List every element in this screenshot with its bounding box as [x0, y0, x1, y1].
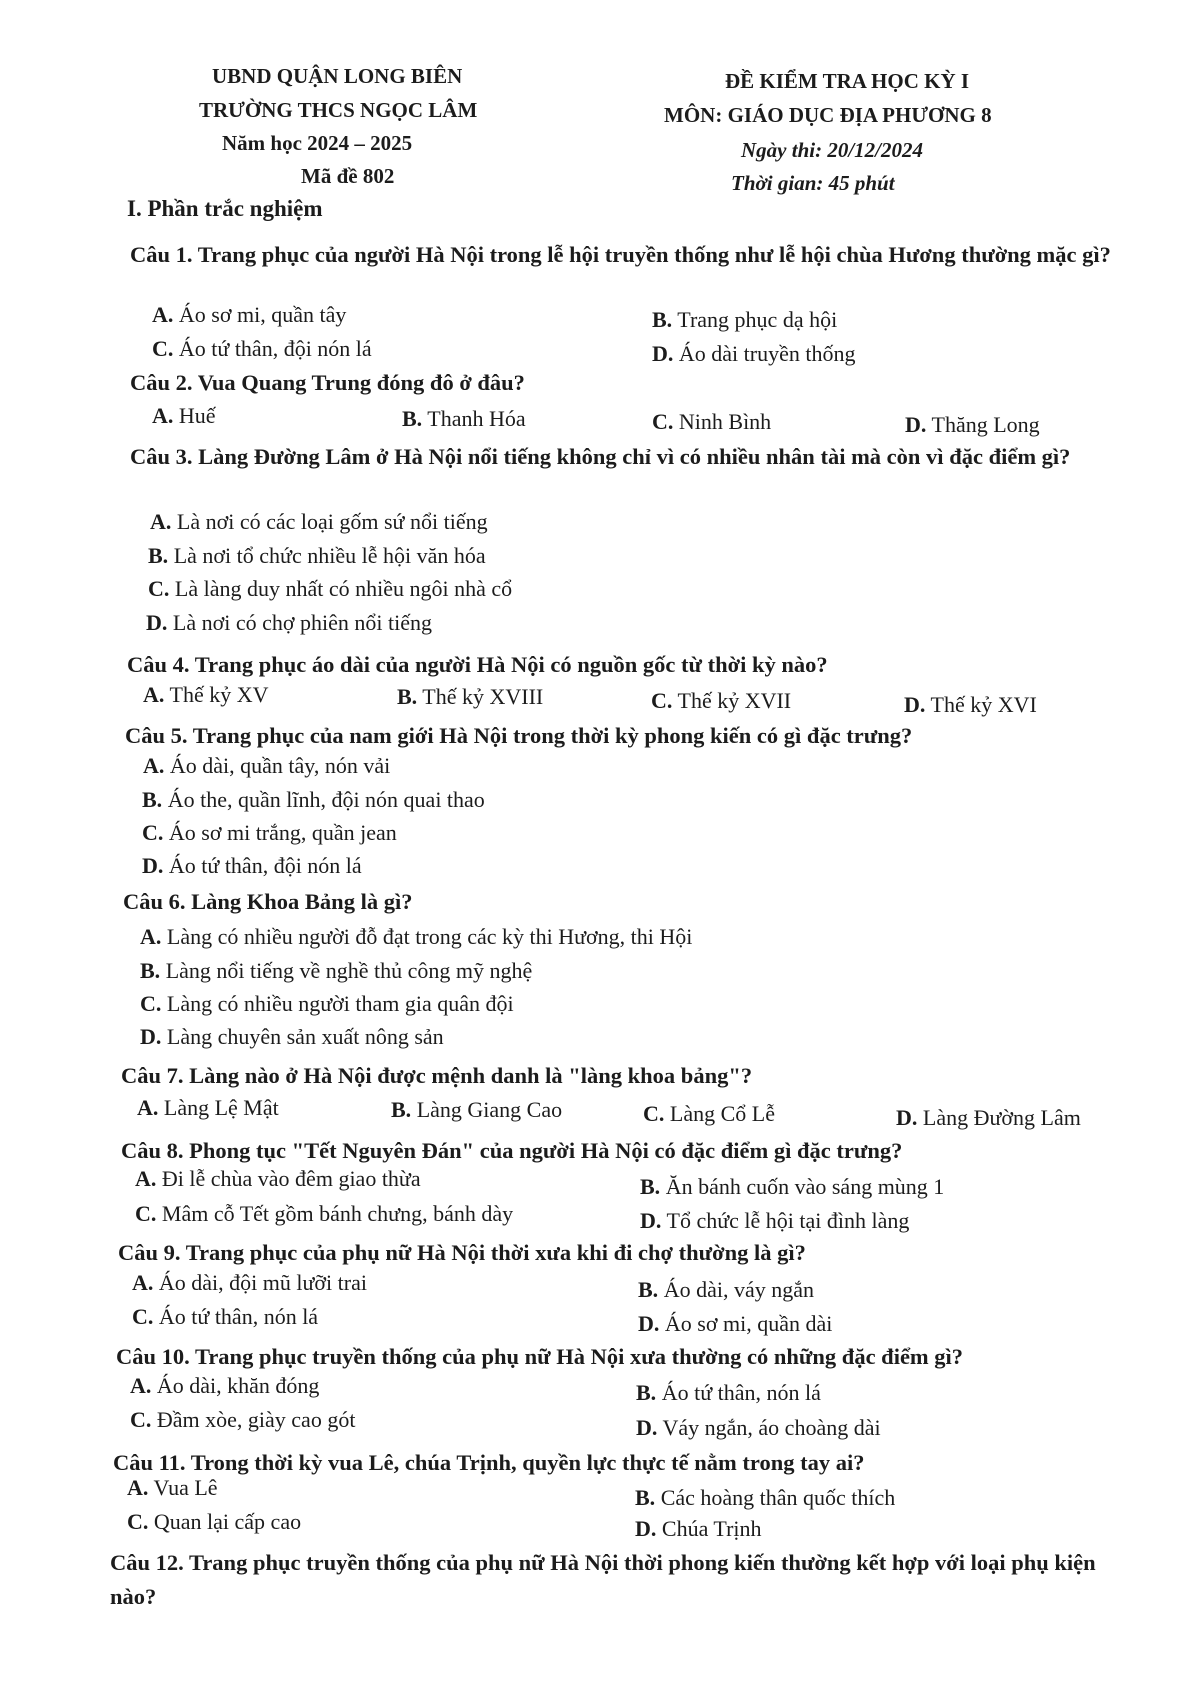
option-letter: D. [142, 853, 164, 878]
q2-option-c [652, 409, 771, 435]
q10-option-d [636, 1415, 881, 1441]
q2-option-a [152, 403, 216, 429]
section-title: I. Phần trắc nghiệm [127, 196, 323, 221]
question-9 [118, 1240, 806, 1266]
option-letter: B. [140, 958, 161, 983]
question-11 [113, 1450, 864, 1476]
option-letter: D. [905, 412, 927, 437]
option-text: Áo sơ mi trắng, quần jean [168, 820, 397, 845]
question-label: Câu 1. [130, 242, 193, 267]
option-text: Thế kỷ XVIII [422, 684, 544, 709]
option-letter: D. [635, 1516, 657, 1541]
q3-option-b [148, 543, 486, 569]
option-letter: B. [391, 1097, 412, 1122]
option-text: Áo sơ mi, quần dài [664, 1311, 833, 1336]
q2-option-d [905, 412, 1040, 438]
question-text: Trang phục của người Hà Nội trong lễ hội truyền thống như lễ hội chùa Hương thường mặc gì? [197, 242, 1111, 267]
option-text: Áo tứ thân, nón lá [158, 1304, 319, 1329]
question-text: Trang phục của nam giới Hà Nội trong thời kỳ phong kiến có gì đặc trưng? [192, 723, 913, 748]
option-text: Đầm xòe, giày cao gót [156, 1407, 356, 1432]
option-letter: C. [130, 1407, 152, 1432]
option-text: Làng có nhiều người đỗ đạt trong các kỳ thi Hương, thi Hội [166, 924, 693, 949]
question-3 [130, 442, 1150, 472]
option-text: Thế kỷ XVII [677, 688, 792, 713]
question-label: Câu 3. [130, 444, 193, 469]
q9-option-d [638, 1311, 832, 1337]
option-text: Đi lễ chùa vào đêm giao thừa [161, 1166, 421, 1191]
option-text: Ninh Bình [678, 409, 772, 434]
option-letter: A. [150, 509, 172, 534]
q9-option-a [132, 1270, 367, 1296]
question-label: Câu 9. [118, 1240, 181, 1265]
option-letter: C. [142, 820, 164, 845]
question-8 [121, 1138, 902, 1164]
option-text: Là nơi có chợ phiên nổi tiếng [172, 610, 432, 635]
header-exam-code: Mã đề 802 [301, 164, 395, 188]
option-text: Vua Lê [153, 1475, 218, 1500]
option-letter: A. [135, 1166, 157, 1191]
question-label: Câu 5. [125, 723, 188, 748]
q10-option-b [636, 1380, 821, 1406]
option-letter: A. [152, 403, 174, 428]
q8-option-a [135, 1166, 421, 1192]
option-letter: C. [135, 1201, 157, 1226]
header-duration: Thời gian: 45 phút [731, 171, 895, 195]
option-letter: A. [152, 302, 174, 327]
q7-option-d [896, 1105, 1081, 1131]
option-text: Chúa Trịnh [661, 1516, 762, 1541]
q1-option-a [152, 302, 346, 328]
q10-option-a [130, 1373, 319, 1399]
option-letter: B. [640, 1174, 661, 1199]
q3-option-d [146, 610, 432, 636]
question-text: Vua Quang Trung đóng đô ở đâu? [197, 370, 525, 395]
option-text: Là nơi tổ chức nhiều lễ hội văn hóa [173, 543, 486, 568]
header-exam-title: ĐỀ KIỂM TRA HỌC KỲ I [725, 69, 970, 93]
q7-option-a [137, 1095, 279, 1121]
option-letter: C. [652, 409, 674, 434]
option-text: Làng Giang Cao [416, 1097, 563, 1122]
question-10 [116, 1344, 963, 1370]
q11-option-c [127, 1509, 301, 1535]
option-text: Làng Cổ Lễ [669, 1101, 775, 1126]
question-12 [110, 1546, 1130, 1614]
question-label: Câu 11. [113, 1450, 186, 1475]
option-text: Tổ chức lễ hội tại đình làng [666, 1208, 910, 1233]
option-text: Áo tứ thân, đội nón lá [168, 853, 362, 878]
option-letter: C. [127, 1509, 149, 1534]
option-text: Làng Đường Lâm [922, 1105, 1081, 1130]
header-district: UBND QUẬN LONG BIÊN [212, 64, 463, 88]
option-letter: A. [140, 924, 162, 949]
option-text: Áo dài, váy ngắn [663, 1277, 814, 1302]
question-text: Trang phục của phụ nữ Hà Nội thời xưa khi đi chợ thường là gì? [185, 1240, 806, 1265]
q8-option-b [640, 1174, 944, 1200]
option-text: Quan lại cấp cao [153, 1509, 302, 1534]
question-6 [123, 889, 412, 915]
q5-option-a [143, 753, 390, 779]
option-letter: B. [402, 406, 423, 431]
q5-option-b [142, 787, 485, 813]
option-text: Là nơi có các loại gốm sứ nổi tiếng [176, 509, 488, 534]
question-text: Trang phục truyền thống của phụ nữ Hà Nội xưa thường có những đặc điểm gì? [194, 1344, 964, 1369]
question-label: Câu 10. [116, 1344, 190, 1369]
option-letter: C. [152, 336, 174, 361]
option-text: Mâm cỗ Tết gồm bánh chưng, bánh dày [161, 1201, 514, 1226]
option-letter: B. [638, 1277, 659, 1302]
option-letter: C. [132, 1304, 154, 1329]
option-letter: B. [142, 787, 163, 812]
option-text: Áo tứ thân, nón lá [661, 1380, 821, 1405]
question-1 [130, 240, 1150, 270]
header-subject: MÔN: GIÁO DỤC ĐỊA PHƯƠNG 8 [664, 103, 992, 127]
q4-option-c [651, 688, 791, 714]
option-letter: B. [635, 1485, 656, 1510]
question-text: Làng nào ở Hà Nội được mệnh danh là "làng khoa bảng"? [189, 1063, 753, 1088]
option-letter: A. [127, 1475, 149, 1500]
question-text: Trong thời kỳ vua Lê, chúa Trịnh, quyền lực thực tế nằm trong tay ai? [190, 1450, 865, 1475]
q7-option-b [391, 1097, 562, 1123]
q1-option-c [152, 336, 372, 362]
option-letter: D. [146, 610, 168, 635]
option-text: Áo dài truyền thống [678, 341, 856, 366]
question-4 [127, 652, 828, 678]
q4-option-b [397, 684, 543, 710]
question-text: Trang phục áo dài của người Hà Nội có nguồn gốc từ thời kỳ nào? [194, 652, 828, 677]
question-label: Câu 7. [121, 1063, 184, 1088]
question-label: Câu 6. [123, 889, 186, 914]
q8-option-c [135, 1201, 513, 1227]
question-text: Trang phục truyền thống của phụ nữ Hà Nội thời phong kiến thường kết hợp với loại phụ kiện nào? [110, 1550, 1096, 1609]
header-exam-date: Ngày thi: 20/12/2024 [741, 138, 923, 162]
question-text: Phong tục "Tết Nguyên Đán" của người Hà Nội có đặc điểm gì đặc trưng? [189, 1138, 903, 1163]
option-text: Thăng Long [931, 412, 1040, 437]
option-text: Huế [178, 403, 216, 428]
q9-option-c [132, 1304, 318, 1330]
option-text: Áo sơ mi, quần tây [178, 302, 347, 327]
q5-option-d [142, 853, 362, 879]
question-label: Câu 8. [121, 1138, 184, 1163]
q11-option-d [635, 1516, 762, 1542]
option-text: Áo tứ thân, đội nón lá [178, 336, 372, 361]
option-letter: D. [904, 692, 926, 717]
option-letter: C. [148, 576, 170, 601]
option-text: Áo dài, đội mũ lưỡi trai [158, 1270, 367, 1295]
option-text: Áo dài, khăn đóng [156, 1373, 320, 1398]
option-text: Là làng duy nhất có nhiều ngôi nhà cổ [174, 576, 513, 601]
q7-option-c [643, 1101, 775, 1127]
q5-option-c [142, 820, 397, 846]
q11-option-a [127, 1475, 218, 1501]
option-letter: D. [652, 341, 674, 366]
q3-option-c [148, 576, 512, 602]
option-letter: A. [137, 1095, 159, 1120]
q11-option-b [635, 1485, 895, 1511]
option-text: Làng có nhiều người tham gia quân đội [166, 991, 514, 1016]
option-letter: C. [643, 1101, 665, 1126]
header-school: TRƯỜNG THCS NGỌC LÂM [199, 98, 478, 122]
q3-option-a [150, 509, 488, 535]
question-text: Làng Đường Lâm ở Hà Nội nổi tiếng không chỉ vì có nhiều nhân tài mà còn vì đặc điểm gì? [198, 444, 1071, 469]
option-letter: B. [652, 307, 673, 332]
option-text: Các hoàng thân quốc thích [660, 1485, 896, 1510]
q9-option-b [638, 1277, 814, 1303]
option-letter: B. [636, 1380, 657, 1405]
q2-option-b [402, 406, 526, 432]
question-2 [130, 370, 525, 396]
option-text: Làng chuyên sản xuất nông sản [166, 1024, 444, 1049]
option-text: Váy ngắn, áo choàng dài [662, 1415, 881, 1440]
q4-option-d [904, 692, 1037, 718]
option-text: Làng nổi tiếng về nghề thủ công mỹ nghệ [165, 958, 533, 983]
option-letter: D. [636, 1415, 658, 1440]
option-text: Áo dài, quần tây, nón vải [169, 753, 391, 778]
option-text: Áo the, quần lĩnh, đội nón quai thao [167, 787, 485, 812]
option-letter: D. [140, 1024, 162, 1049]
option-letter: C. [140, 991, 162, 1016]
question-text: Làng Khoa Bảng là gì? [191, 889, 413, 914]
question-label: Câu 4. [127, 652, 190, 677]
option-letter: B. [397, 684, 418, 709]
option-letter: B. [148, 543, 169, 568]
q6-option-b [140, 958, 532, 984]
q6-option-a [140, 924, 692, 950]
q6-option-c [140, 991, 514, 1017]
option-letter: D. [896, 1105, 918, 1130]
option-letter: A. [132, 1270, 154, 1295]
question-7 [121, 1063, 752, 1089]
option-letter: D. [640, 1208, 662, 1233]
question-label: Câu 2. [130, 370, 193, 395]
header-school-year: Năm học 2024 – 2025 [222, 131, 413, 155]
option-text: Thanh Hóa [427, 406, 526, 431]
option-letter: A. [143, 682, 165, 707]
option-text: Thế kỷ XV [169, 682, 269, 707]
q1-option-d [652, 341, 855, 367]
q10-option-c [130, 1407, 355, 1433]
q6-option-d [140, 1024, 444, 1050]
option-text: Làng Lệ Mật [163, 1095, 279, 1120]
option-text: Thế kỷ XVI [930, 692, 1037, 717]
option-letter: D. [638, 1311, 660, 1336]
option-letter: A. [130, 1373, 152, 1398]
option-letter: C. [651, 688, 673, 713]
question-label: Câu 12. [110, 1550, 184, 1575]
option-letter: A. [143, 753, 165, 778]
q1-option-b [652, 307, 837, 333]
q4-option-a [143, 682, 268, 708]
option-text: Trang phục dạ hội [677, 307, 838, 332]
q8-option-d [640, 1208, 909, 1234]
option-text: Ăn bánh cuốn vào sáng mùng 1 [665, 1174, 945, 1199]
question-5 [125, 723, 912, 749]
